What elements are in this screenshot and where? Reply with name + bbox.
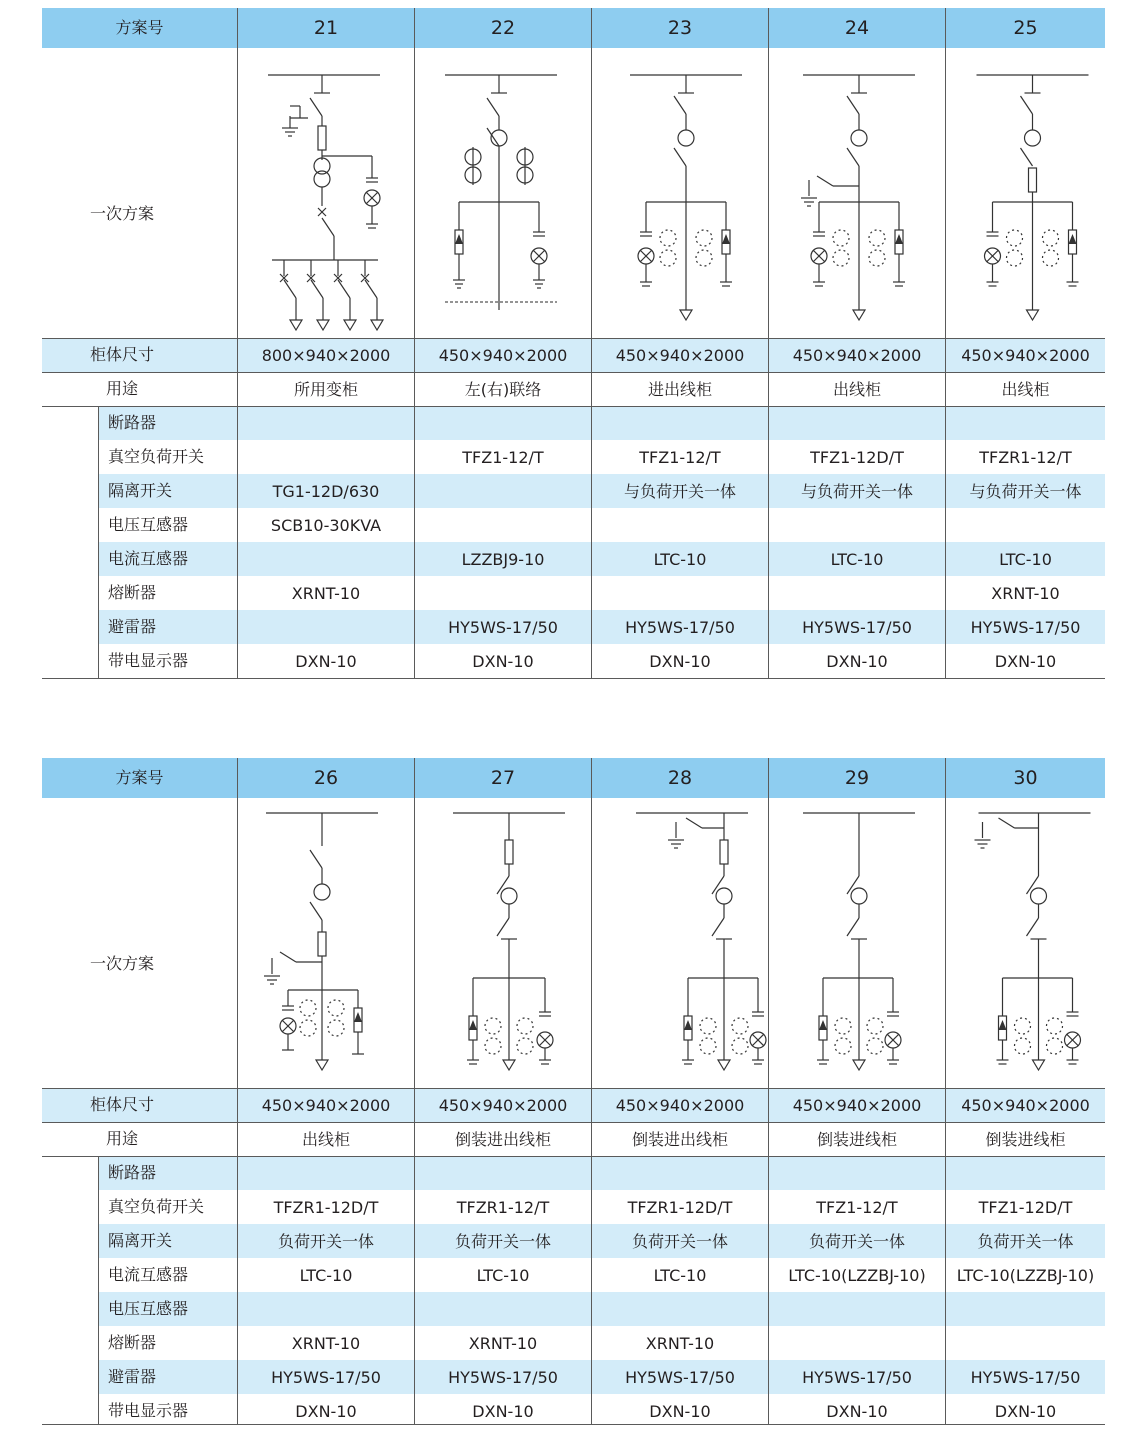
use-value: 出线柜: [1001, 380, 1050, 399]
use-value: 倒装进线柜: [985, 1130, 1066, 1149]
component-value: LTC-10: [653, 550, 707, 569]
size-value: 450×940×2000: [261, 1096, 391, 1115]
size-value: 450×940×2000: [615, 1096, 745, 1115]
component-value: 负荷开关一体: [277, 1232, 374, 1251]
component-value: HY5WS-17/50: [625, 618, 735, 637]
component-value: 负荷开关一体: [454, 1232, 551, 1251]
scheme-number: 26: [313, 767, 339, 789]
scheme-28-diagram: [592, 798, 768, 1088]
scheme-number: 24: [844, 17, 870, 39]
component-row: [98, 1394, 1105, 1428]
scheme-23-diagram: [592, 48, 768, 338]
component-row: [98, 1190, 1105, 1224]
scheme-number: 25: [1013, 17, 1038, 39]
size-value: 450×940×2000: [792, 1096, 922, 1115]
component-value: DXN-10: [826, 652, 888, 671]
size-row-label: 柜体尺寸: [90, 345, 155, 364]
component-value: LTC-10(LZZBJ-10): [956, 1266, 1095, 1285]
component-row: [98, 474, 1105, 508]
component-value: 负荷开关一体: [977, 1232, 1074, 1251]
component-name: 电压互感器: [108, 515, 189, 534]
component-value: DXN-10: [994, 652, 1057, 671]
component-row: [98, 440, 1105, 474]
component-name: 真空负荷开关: [108, 447, 205, 466]
component-value: TFZR1-12/T: [456, 1198, 550, 1217]
scheme-24-diagram: [769, 48, 945, 338]
component-value: 负荷开关一体: [631, 1232, 728, 1251]
use-value: 倒装进出线柜: [454, 1130, 551, 1149]
component-name: 电压互感器: [108, 1299, 189, 1318]
component-value: XRNT-10: [468, 1334, 538, 1353]
component-value: LTC-10: [476, 1266, 530, 1285]
scheme-number: 23: [667, 17, 693, 39]
component-name: 熔断器: [108, 1333, 157, 1352]
component-value: TFZR1-12/T: [979, 448, 1072, 467]
component-value: LTC-10: [999, 550, 1052, 569]
size-value: 450×940×2000: [438, 1096, 568, 1115]
component-value: DXN-10: [472, 1402, 534, 1421]
component-value: LTC-10: [653, 1266, 707, 1285]
use-row-label: 用途: [106, 379, 139, 398]
component-value: HY5WS-17/50: [802, 1368, 912, 1387]
component-name: 带电显示器: [108, 651, 189, 670]
component-value: HY5WS-17/50: [448, 618, 558, 637]
component-value: HY5WS-17/50: [625, 1368, 735, 1387]
scheme-number: 21: [313, 17, 339, 39]
header-scheme-label: 方案号: [115, 18, 164, 37]
component-value: TFZ1-12/T: [816, 1198, 898, 1217]
component-row: [98, 1360, 1105, 1394]
component-name: 熔断器: [108, 583, 157, 602]
component-row: [98, 576, 1105, 610]
component-value: 负荷开关一体: [808, 1232, 905, 1251]
component-value: TFZ1-12/T: [462, 448, 544, 467]
component-name: 电流互感器: [108, 1265, 189, 1284]
component-value: 与负荷开关一体: [969, 482, 1082, 501]
component-value: TG1-12D/630: [272, 482, 380, 501]
component-value: SCB10-30KVA: [270, 516, 382, 535]
component-row: [98, 542, 1105, 576]
scheme-27-diagram: [415, 798, 591, 1088]
component-value: DXN-10: [649, 1402, 711, 1421]
component-value: TFZR1-12D/T: [627, 1198, 733, 1217]
component-value: HY5WS-17/50: [970, 1368, 1081, 1387]
component-value: XRNT-10: [645, 1334, 715, 1353]
component-value: 与负荷开关一体: [800, 482, 913, 501]
scheme-29-diagram: [769, 798, 945, 1088]
scheme-26-diagram: [238, 798, 414, 1088]
component-name: 避雷器: [108, 617, 157, 636]
component-row: [98, 1156, 1105, 1190]
size-value: 450×940×2000: [615, 346, 745, 365]
component-name: 带电显示器: [108, 1401, 189, 1420]
component-value: TFZ1-12/T: [639, 448, 721, 467]
component-value: HY5WS-17/50: [271, 1368, 381, 1387]
component-row: [98, 1292, 1105, 1326]
component-value: TFZR1-12D/T: [273, 1198, 379, 1217]
use-value: 倒装进出线柜: [631, 1130, 728, 1149]
use-value: 出线柜: [832, 380, 881, 399]
component-name: 隔离开关: [108, 481, 173, 500]
component-row: [98, 406, 1105, 440]
size-value: 450×940×2000: [961, 346, 1090, 365]
use-row-label: 用途: [106, 1129, 139, 1148]
scheme-number: 27: [490, 767, 516, 789]
component-value: HY5WS-17/50: [970, 618, 1081, 637]
component-row: [98, 644, 1105, 678]
component-value: DXN-10: [472, 652, 534, 671]
component-value: DXN-10: [295, 652, 357, 671]
scheme-30-diagram: [946, 798, 1122, 1088]
component-value: LTC-10: [830, 550, 884, 569]
component-value: TFZ1-12D/T: [810, 448, 904, 467]
component-value: LZZBJ9-10: [461, 550, 545, 569]
component-value: XRNT-10: [991, 584, 1060, 603]
scheme-22-diagram: [415, 48, 591, 338]
component-row: [98, 508, 1105, 542]
component-value: HY5WS-17/50: [802, 618, 912, 637]
component-value: DXN-10: [826, 1402, 888, 1421]
size-value: 450×940×2000: [792, 346, 922, 365]
header-scheme-label: 方案号: [115, 768, 164, 787]
component-name: 断路器: [108, 413, 157, 432]
size-value: 450×940×2000: [961, 1096, 1090, 1115]
diagram-row-label: 一次方案: [90, 204, 155, 223]
component-value: HY5WS-17/50: [448, 1368, 558, 1387]
component-name: 真空负荷开关: [108, 1197, 205, 1216]
scheme-number: 30: [1013, 767, 1038, 789]
component-value: DXN-10: [649, 652, 711, 671]
component-row: [98, 1326, 1105, 1360]
scheme-21-diagram: [238, 48, 414, 338]
component-row: [98, 610, 1105, 644]
size-value: 450×940×2000: [438, 346, 568, 365]
component-row: [98, 1224, 1105, 1258]
component-name: 隔离开关: [108, 1231, 173, 1250]
component-name: 断路器: [108, 1163, 157, 1182]
component-name: 电流互感器: [108, 549, 189, 568]
component-value: 与负荷开关一体: [623, 482, 736, 501]
use-value: 所用变柜: [293, 380, 358, 399]
use-value: 进出线柜: [647, 380, 712, 399]
use-value: 左(右)联络: [464, 380, 542, 399]
component-value: XRNT-10: [291, 584, 361, 603]
component-value: TFZ1-12D/T: [978, 1198, 1073, 1217]
scheme-number: 29: [844, 767, 870, 789]
size-value: 800×940×2000: [261, 346, 391, 365]
scheme-25-diagram: [946, 48, 1122, 338]
diagram-row-label: 一次方案: [90, 954, 155, 973]
scheme-number: 22: [490, 17, 516, 39]
component-name: 避雷器: [108, 1367, 157, 1386]
component-value: LTC-10: [299, 1266, 353, 1285]
component-value: DXN-10: [295, 1402, 357, 1421]
component-value: DXN-10: [994, 1402, 1057, 1421]
component-row: [98, 1258, 1105, 1292]
component-value: LTC-10(LZZBJ-10): [788, 1266, 926, 1285]
component-value: XRNT-10: [291, 1334, 361, 1353]
use-value: 出线柜: [301, 1130, 350, 1149]
use-value: 倒装进线柜: [816, 1130, 897, 1149]
size-row-label: 柜体尺寸: [90, 1095, 155, 1114]
scheme-number: 28: [667, 767, 693, 789]
